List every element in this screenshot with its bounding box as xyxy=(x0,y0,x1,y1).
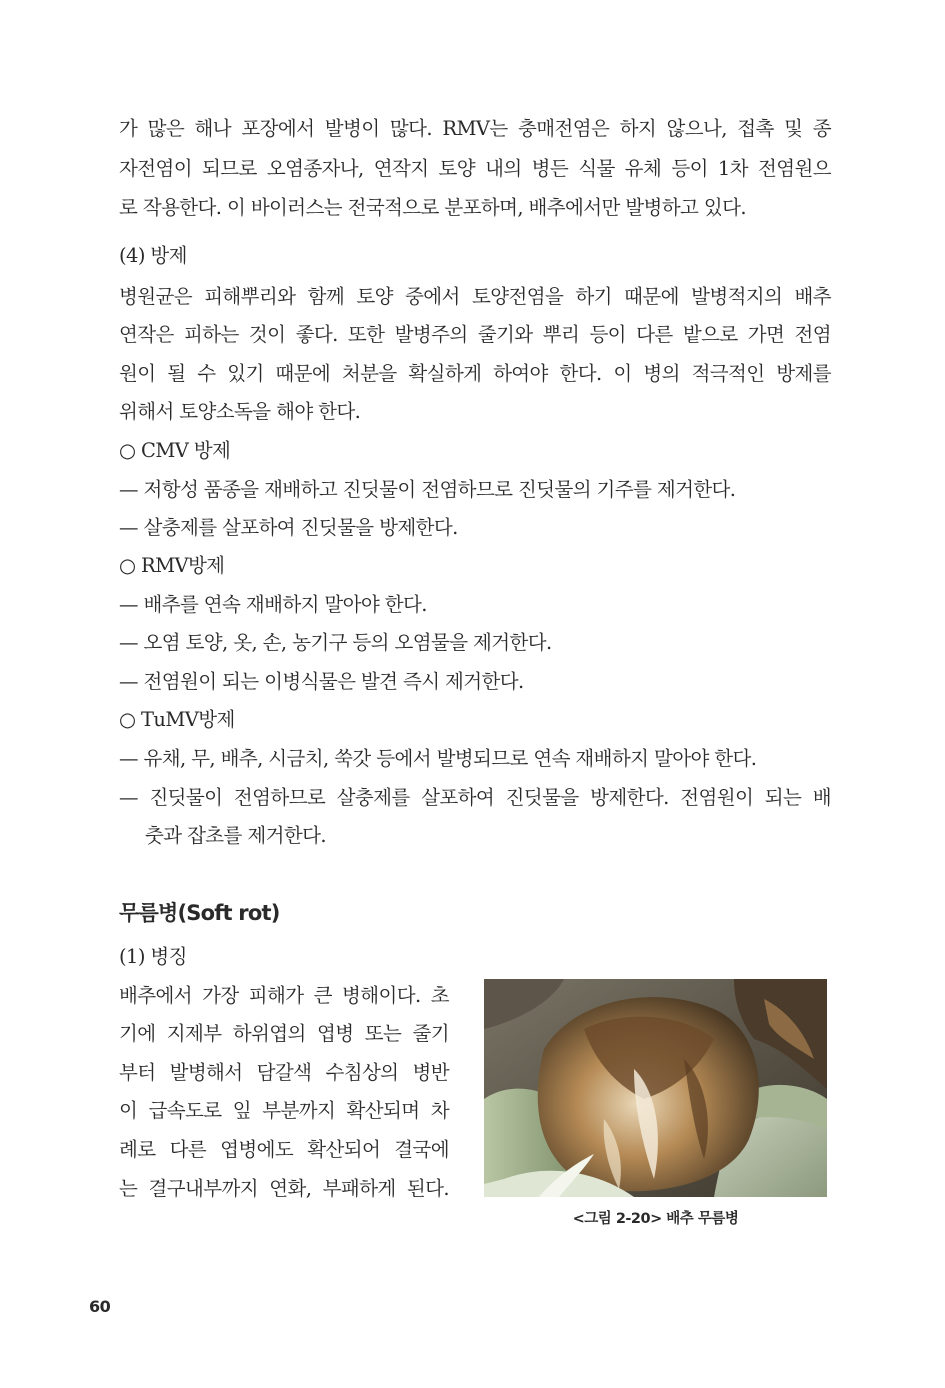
section-title-softrot: 무름병(Soft rot) xyxy=(119,901,280,925)
intro-line-2: 자전염이 되므로 오염종자나, 연작지 토양 내의 병든 식물 유체 등이 1차 전염원으 xyxy=(119,157,831,180)
intro-line-3: 로 작용한다. 이 바이러스는 전국적으로 분포하며, 배추에서만 발병하고 있다. xyxy=(119,196,746,219)
tumv-item-2-continuation: 춧과 잡초를 제거한다. xyxy=(145,824,326,847)
tumv-item-2: — 진딧물이 전염하므로 살충제를 살포하여 진딧물을 방제한다. 전염원이 되는 배 xyxy=(119,786,831,809)
tumv-title: ○ TuMV방제 xyxy=(119,708,235,731)
symptom-heading: (1) 병징 xyxy=(119,945,187,968)
rmv-item-3: — 전염원이 되는 이병식물은 발견 즉시 제거한다. xyxy=(119,670,524,693)
softrot-line-2: 기에 지제부 하위엽의 엽병 또는 줄기 xyxy=(119,1022,449,1045)
cmv-item-2: — 살충제를 살포하여 진딧물을 방제한다. xyxy=(119,516,458,539)
rmv-item-2: — 오염 토양, 옷, 손, 농기구 등의 오염물을 제거한다. xyxy=(119,631,552,654)
cmv-item-1: — 저항성 품종을 재배하고 진딧물이 전염하므로 진딧물의 기주를 제거한다. xyxy=(119,478,736,501)
control-line-1: 병원균은 피해뿌리와 함께 토양 중에서 토양전염을 하기 때문에 발병적지의 배추 xyxy=(119,285,831,308)
intro-line-1: 가 많은 해나 포장에서 발병이 많다. RMV는 충매전염은 하지 않으나, 접촉 및 종 xyxy=(119,117,831,140)
control-heading: (4) 방제 xyxy=(119,244,187,267)
softrot-line-5: 례로 다른 엽병에도 확산되어 결국에 xyxy=(119,1138,449,1161)
rmv-title: ○ RMV방제 xyxy=(119,554,225,577)
cabbage-soft-rot-photo xyxy=(484,979,827,1197)
softrot-line-1: 배추에서 가장 피해가 큰 병해이다. 초 xyxy=(119,984,449,1007)
control-line-3: 원이 될 수 있기 때문에 처분을 확실하게 하여야 한다. 이 병의 적극적인 방제를 xyxy=(119,362,831,385)
tumv-item-1: — 유채, 무, 배추, 시금치, 쑥갓 등에서 발병되므로 연속 재배하지 말아야 한다. xyxy=(119,747,757,770)
rmv-item-1: — 배추를 연속 재배하지 말아야 한다. xyxy=(119,593,427,616)
softrot-line-3: 부터 발병해서 담갈색 수침상의 병반 xyxy=(119,1061,449,1084)
softrot-line-6: 는 결구내부까지 연화, 부패하게 된다. xyxy=(119,1177,449,1200)
control-line-2: 연작은 피하는 것이 좋다. 또한 발병주의 줄기와 뿌리 등이 다른 밭으로 가면 전염 xyxy=(119,323,831,346)
softrot-line-4: 이 급속도로 잎 부분까지 확산되며 차 xyxy=(119,1099,449,1122)
cmv-title: ○ CMV 방제 xyxy=(119,439,231,462)
figure-caption: <그림 2-20> 배추 무름병 xyxy=(572,1211,739,1227)
control-line-4: 위해서 토양소독을 해야 한다. xyxy=(119,400,361,423)
page-number: 60 xyxy=(89,1297,111,1316)
